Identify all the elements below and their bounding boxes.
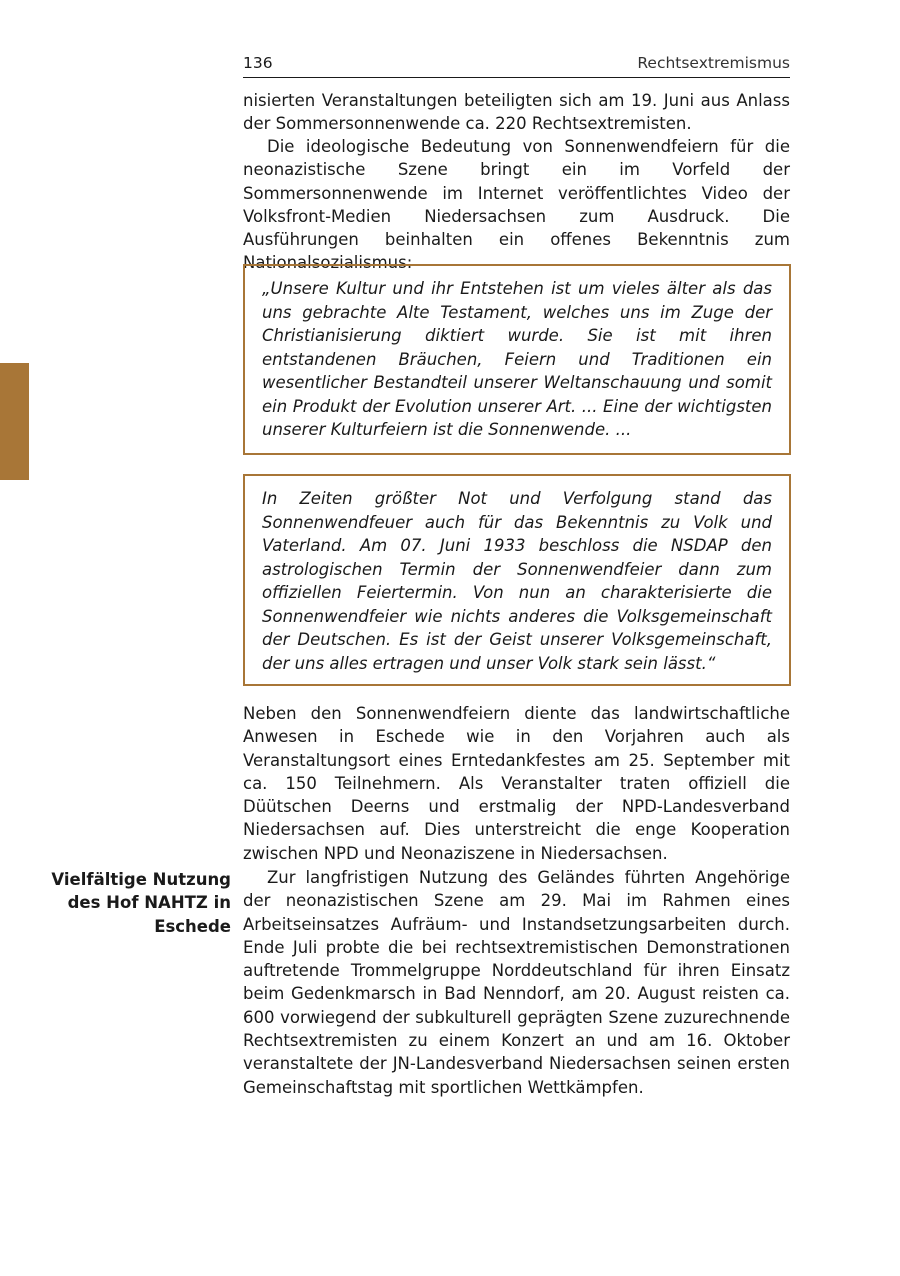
chapter-tab-marker xyxy=(0,363,29,480)
page-header xyxy=(243,52,790,78)
running-title: Rechtsextremismus xyxy=(637,54,790,72)
paragraph-2: Die ideologische Bedeutung von Sonnenwendfeiern für die neonazistische Szene bringt ein im Vorfeld der Sommersonnenwende im Internet veröffentlichtes Video der Volksfront-Medien Niedersachsen zum Ausdruck. Die Ausführungen beinhalten ein offenes Bekenntnis zum Nationalsozialismus: xyxy=(243,137,790,273)
page-number: 136 xyxy=(243,54,273,72)
marginal-heading: Vielfältige Nutzung des Hof NAHTZ in Eschede xyxy=(51,870,231,936)
paragraph-4: Zur langfristigen Nutzung des Geländes führten Angehörige der neonazistischen Szene am 29. Mai im Rahmen eines Arbeitseinsatzes Aufräum- und Instandsetzungsarbeiten durch. Ende Juli probte die bei rechtsextremistischen Demonstrationen auftretende Trommelgruppe Norddeutschland für ihren Einsatz beim Gedenkmarsch in Bad Nenndorf, am 20. August reisten ca. 600 vorwiegend der subkulturell geprägten Szene zuzurechnende Rechtsextremisten zu einem Konzert an und am 16. Oktober veranstaltete der JN-Landesverband Niedersachsen seinen ersten Gemeinschaftstag mit sportlichen Wettkämpfen. xyxy=(243,868,790,1097)
quote-box-1 xyxy=(243,264,791,455)
quote-text-2: In Zeiten größter Not und Verfolgung stand das Sonnenwendfeuer auch für das Bekenntnis zu Volk und Vaterland. Am 07. Juni 1933 beschloss die NSDAP den astrologischen Termin der Sonnenwendfeier dann zum offiziellen Feiertermin. Von nun an charakterisierte die Sonnenwendfeier wie nichts anderes die Volksgemeinschaft der Deutschen. Es ist der Geist unserer Volksgemeinschaft, der uns alles ertragen und unser Volk stark sein lässt.“ xyxy=(262,489,772,673)
quote-text-1: „Unsere Kultur und ihr Entstehen ist um vieles älter als das uns gebrachte Alte Testament, welches uns im Zuge der Christianisierung diktiert wurde. Sie ist mit ihren entstandenen Bräuchen, Feiern und Traditionen ein wesentlicher Bestandteil unserer Weltanschauung und somit ein Produkt der Evolution unserer Art. ... Eine der wichtigsten unserer Kulturfeiern ist die Sonnenwende. ... xyxy=(262,279,772,439)
paragraph-1: nisierten Veranstaltungen beteiligten sich am 19. Juni aus Anlass der Sommersonnenwende ca. 220 Rechtsextremisten. xyxy=(243,91,790,134)
quote-box-2 xyxy=(243,474,791,686)
paragraph-3: Neben den Sonnenwendfeiern diente das landwirtschaftliche Anwesen in Eschede wie in den Vorjahren auch als Veranstaltungsort eines Erntedankfestes am 25. September mit ca. 150 Teilnehmern. Als Veranstalter traten offiziell die Düütschen Deerns und erstmalig der NPD-Landesverband Niedersachsen auf. Dies unterstreicht die enge Kooperation zwischen NPD und Neonaziszene in Niedersachsen. xyxy=(243,704,790,863)
